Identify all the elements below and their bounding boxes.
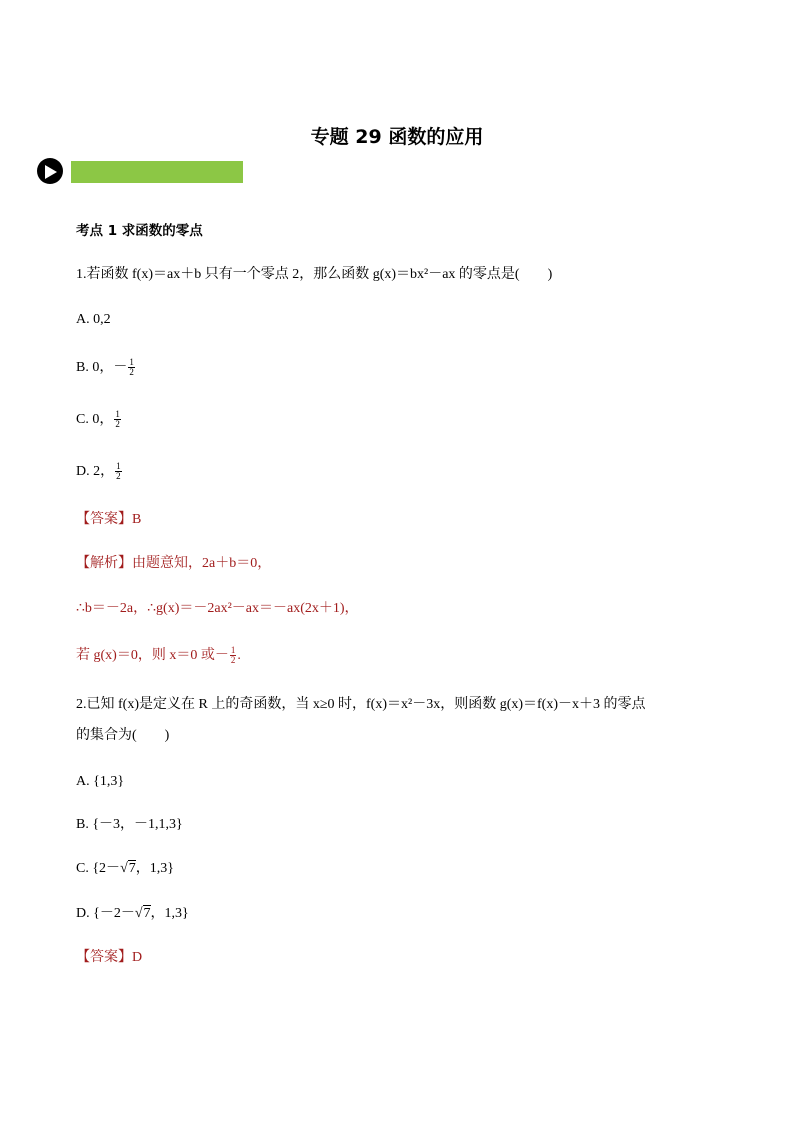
fraction-half: $\frac{1}{2}$ — [129, 357, 134, 378]
q1-option-d-text: D. 2， — [76, 464, 115, 479]
fraction-half: $\frac{1}{2}$ — [116, 461, 121, 482]
q1-option-a: A. 0,2 — [76, 312, 111, 327]
q2-option-b: B. {－3，－1,1,3} — [76, 817, 183, 832]
q1-analysis-line-3: 若 g(x)＝0，则 x＝0 或－ $\frac{1}{2}$ . — [76, 645, 241, 666]
sqrt-seven: √7 — [134, 906, 151, 921]
q2-stem-line-2: 的集合为( ) — [76, 728, 170, 743]
answer-value: B — [132, 512, 142, 527]
q2-option-d-text: D. {－2－ — [76, 906, 135, 921]
q2-stem-line-1: 2.已知 f(x)是定义在 R 上的奇函数，当 x≥0 时，f(x)＝x²－3x，则函数 g(x)＝f(x)－x＋3 的零点 — [76, 697, 646, 712]
q2-answer — [76, 948, 142, 968]
fraction-half: $\frac{1}{2}$ — [230, 645, 236, 666]
page-title: 专题 29 函数的应用 — [310, 126, 484, 148]
analysis-text: 若 g(x)＝0，则 x＝0 或－ — [76, 648, 229, 663]
q1-option-d — [76, 462, 123, 482]
q1-analysis-line-2: ∴b＝－2a，∴g(x)＝－2ax²－ax＝－ax(2x＋1)， — [76, 601, 359, 616]
green-banner-bar — [71, 161, 243, 183]
answer-value: D — [132, 950, 143, 965]
q1-analysis-line-1 — [76, 554, 271, 574]
sqrt-seven: √7 — [120, 861, 136, 876]
analysis-text: 由题意知，2a＋b＝0， — [132, 556, 272, 571]
q2-option-d: D. {－2－√7，1,3} — [76, 904, 189, 924]
q1-option-c — [76, 410, 122, 430]
section-banner — [37, 157, 243, 187]
answer-label: 【答案】 — [76, 512, 132, 527]
q2-option-c-text: C. {2－ — [76, 861, 121, 876]
q1-option-b-text: B. 0，－ — [76, 360, 128, 375]
analysis-label: 【解析】 — [76, 556, 132, 571]
answer-label: 【答案】 — [76, 950, 132, 965]
fraction-half: $\frac{1}{2}$ — [115, 409, 120, 430]
q1-option-c-text: C. 0， — [76, 412, 114, 427]
q1-option-b — [76, 358, 136, 378]
play-arrow-triangle — [45, 165, 57, 179]
q2-option-a: A. {1,3} — [76, 774, 125, 789]
section-heading: 考点 1 求函数的零点 — [76, 223, 203, 239]
q1-stem: 1.若函数 f(x)＝ax＋b 只有一个零点 2，那么函数 g(x)＝bx²－ax 的零点是( ) — [76, 267, 553, 282]
q1-answer — [76, 510, 141, 530]
q2-option-c: C. {2－√7，1,3} — [76, 859, 174, 879]
play-arrow-icon — [37, 158, 63, 184]
